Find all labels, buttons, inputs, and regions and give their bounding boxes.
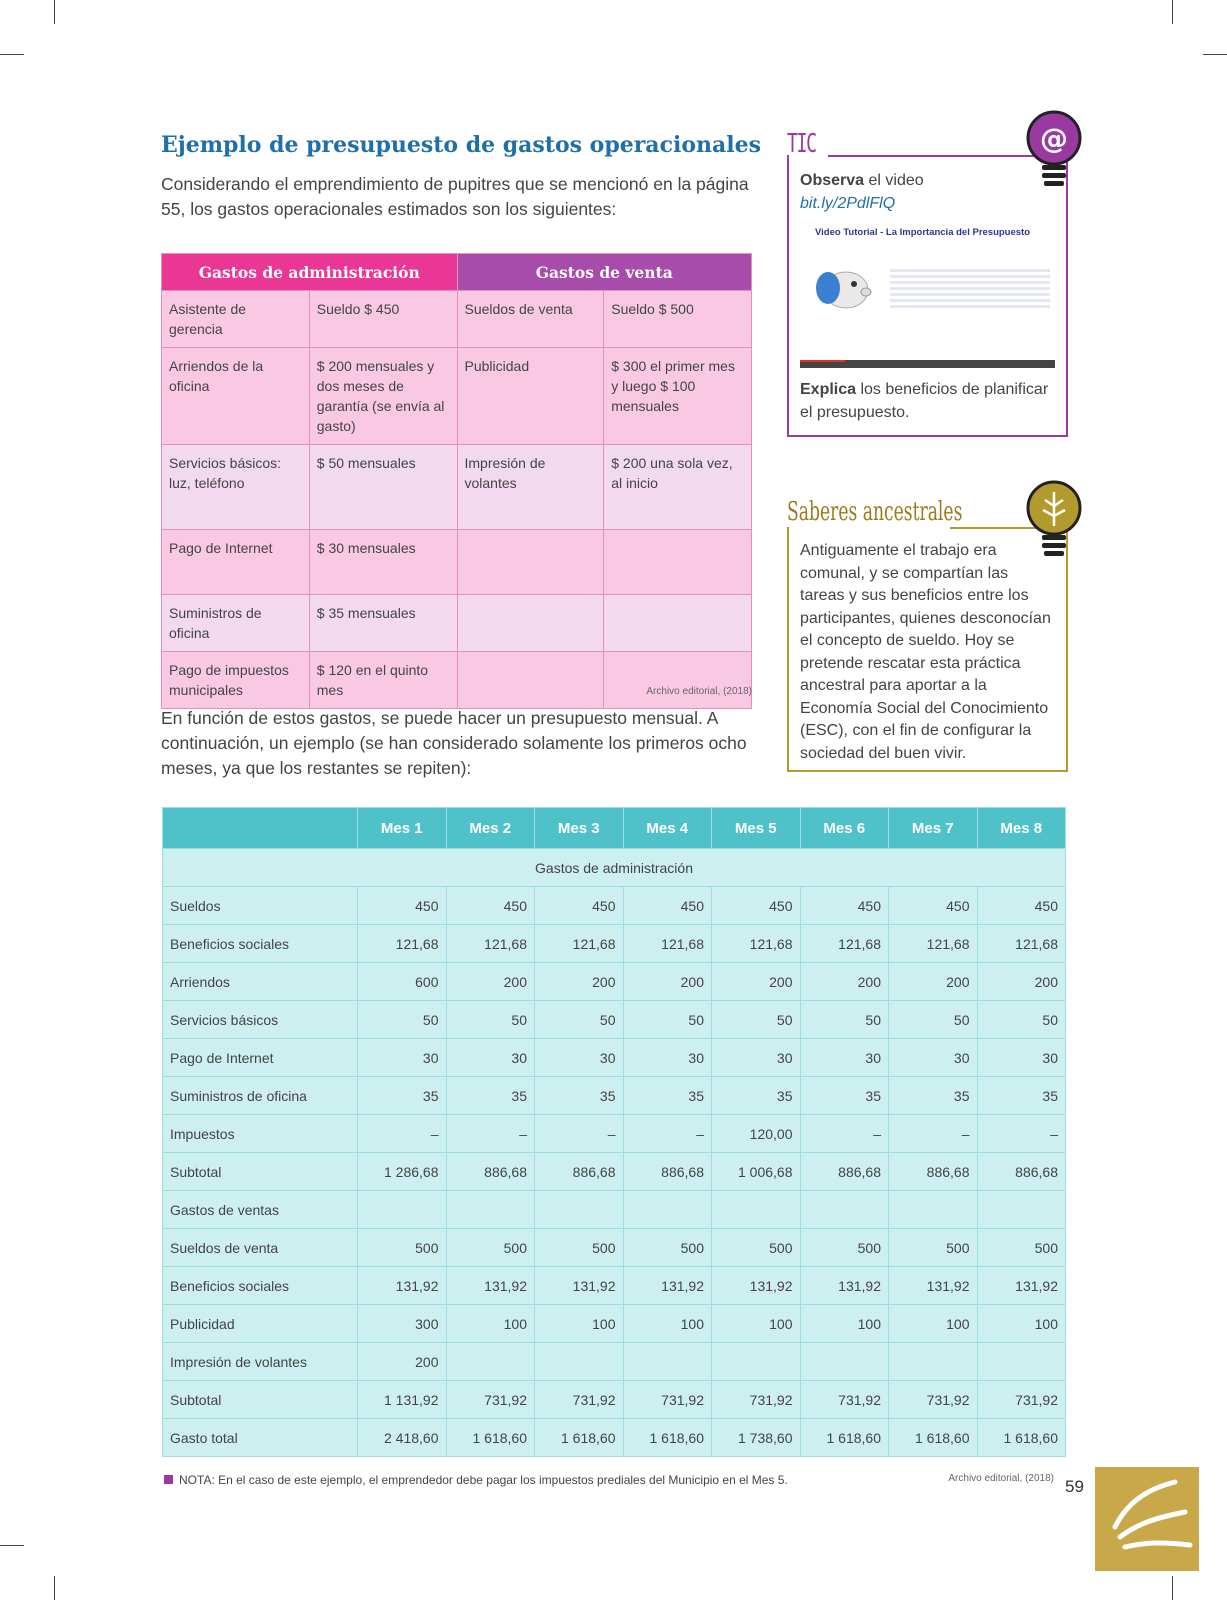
- table-cell: $ 200 una sola vez, al inicio: [604, 445, 752, 530]
- table-cell: 35: [889, 1077, 978, 1115]
- table-cell: –: [446, 1115, 535, 1153]
- video-progress-bar[interactable]: [800, 360, 1055, 368]
- table-row: [163, 1419, 1066, 1457]
- section-header: Gastos de administración: [163, 849, 1066, 887]
- header-month: Mes 8: [977, 808, 1066, 849]
- table-cell: 131,92: [977, 1267, 1066, 1305]
- table-cell: 886,68: [800, 1153, 889, 1191]
- table-cell: Pago de impuestos municipales: [162, 652, 310, 709]
- table-cell: 600: [358, 963, 447, 1001]
- table-cell: 731,92: [800, 1381, 889, 1419]
- table-cell: [604, 530, 752, 595]
- table-cell: 450: [535, 887, 624, 925]
- table-cell: [623, 1343, 712, 1381]
- table-cell: 500: [977, 1229, 1066, 1267]
- table-cell: [457, 652, 604, 709]
- table-cell: 30: [712, 1039, 801, 1077]
- table-cell: 500: [712, 1229, 801, 1267]
- table-cell: 886,68: [623, 1153, 712, 1191]
- table-cell: 50: [800, 1001, 889, 1039]
- table-cell: Sueldo $ 450: [309, 291, 457, 348]
- table-cell: 1 131,92: [358, 1381, 447, 1419]
- header-empty: [163, 808, 358, 849]
- tic-observe: [800, 172, 924, 190]
- table-cell: 200: [446, 963, 535, 1001]
- table-cell: 100: [800, 1305, 889, 1343]
- table-row: [163, 887, 1066, 925]
- video-slide-text: [890, 269, 1050, 311]
- table-cell: 200: [889, 963, 978, 1001]
- table-cell: 450: [623, 887, 712, 925]
- row-label: Gastos de ventas: [163, 1191, 358, 1229]
- intro-paragraph: Considerando el emprendimiento de pupitres que se mencionó en la página 55, los gastos operacionales estimados son los siguientes:: [161, 174, 749, 219]
- table-cell: 131,92: [623, 1267, 712, 1305]
- table-cell: 100: [535, 1305, 624, 1343]
- row-label: Subtotal: [163, 1153, 358, 1191]
- table-cell: $ 50 mensuales: [309, 445, 457, 530]
- table-cell: 200: [800, 963, 889, 1001]
- table-cell: 121,68: [712, 925, 801, 963]
- table-cell: 1 618,60: [800, 1419, 889, 1457]
- table-cell: 1 618,60: [977, 1419, 1066, 1457]
- table-cell: [604, 652, 752, 709]
- table-cell: $ 35 mensuales: [309, 595, 457, 652]
- table-cell: Suministros de oficina: [162, 595, 310, 652]
- table-cell: 200: [358, 1343, 447, 1381]
- table-cell: [712, 1343, 801, 1381]
- source-caption: Archivo editorial, (2018): [948, 1473, 1054, 1484]
- table-cell: 1 618,60: [446, 1419, 535, 1457]
- table-cell: 200: [535, 963, 624, 1001]
- table-cell: 100: [977, 1305, 1066, 1343]
- table-cell: 35: [623, 1077, 712, 1115]
- video-title: Video Tutorial - La Importancia del Presupuesto: [815, 227, 1031, 238]
- table-cell: 731,92: [535, 1381, 624, 1419]
- at-sign-bulb-icon: [1025, 110, 1083, 196]
- table-cell: 50: [446, 1001, 535, 1039]
- table-cell: [457, 595, 604, 652]
- table-cell: 50: [535, 1001, 624, 1039]
- table-cell: 200: [623, 963, 712, 1001]
- table-cell: 30: [358, 1039, 447, 1077]
- table-cell: Publicidad: [457, 348, 604, 445]
- table-cell: 120,00: [712, 1115, 801, 1153]
- header-month: Mes 5: [712, 808, 801, 849]
- row-label: Beneficios sociales: [163, 1267, 358, 1305]
- table-cell: 131,92: [358, 1267, 447, 1305]
- table-cell: [800, 1191, 889, 1229]
- table-cell: 121,68: [535, 925, 624, 963]
- table-cell: 35: [977, 1077, 1066, 1115]
- table-row: [163, 1191, 1066, 1229]
- table-cell: 131,92: [800, 1267, 889, 1305]
- table-cell: 35: [800, 1077, 889, 1115]
- note: [164, 1473, 788, 1487]
- table-row: [163, 1001, 1066, 1039]
- table-cell: 30: [800, 1039, 889, 1077]
- table-cell: 300: [358, 1305, 447, 1343]
- table-cell: 1 618,60: [889, 1419, 978, 1457]
- table-cell: [535, 1191, 624, 1229]
- note-text: NOTA: En el caso de este ejemplo, el emprendedor debe pagar los impuestos prediales del Municipio en el Mes 5.: [179, 1473, 788, 1487]
- table-cell: 500: [446, 1229, 535, 1267]
- table-cell: 50: [889, 1001, 978, 1039]
- table-cell: –: [889, 1115, 978, 1153]
- table-cell: 450: [712, 887, 801, 925]
- table-cell: 450: [800, 887, 889, 925]
- table-cell: 30: [623, 1039, 712, 1077]
- table-cell: 500: [535, 1229, 624, 1267]
- row-label: Sueldos: [163, 887, 358, 925]
- table-cell: 1 006,68: [712, 1153, 801, 1191]
- table-cell: 500: [358, 1229, 447, 1267]
- row-label: Impuestos: [163, 1115, 358, 1153]
- table-cell: 1 618,60: [623, 1419, 712, 1457]
- table-cell: 100: [623, 1305, 712, 1343]
- table-cell: [712, 1191, 801, 1229]
- table-cell: $ 200 mensuales y dos meses de garantía (se envía al gasto): [309, 348, 457, 445]
- table-cell: 450: [977, 887, 1066, 925]
- table-row: [163, 1115, 1066, 1153]
- table-cell: 35: [535, 1077, 624, 1115]
- table-cell: [457, 530, 604, 595]
- corner-decoration: [1095, 1467, 1199, 1571]
- table-cell: –: [358, 1115, 447, 1153]
- table-cell: 121,68: [358, 925, 447, 963]
- video-thumbnail[interactable]: [800, 225, 1055, 370]
- table-row: [163, 1381, 1066, 1419]
- table-cell: 50: [623, 1001, 712, 1039]
- table-cell: 121,68: [889, 925, 978, 963]
- table-cell: [800, 1343, 889, 1381]
- tree-bulb-icon: [1025, 480, 1083, 566]
- table-cell: 450: [446, 887, 535, 925]
- table-cell: 731,92: [889, 1381, 978, 1419]
- table-cell: Pago de Internet: [162, 530, 310, 595]
- table-cell: 100: [889, 1305, 978, 1343]
- row-label: Pago de Internet: [163, 1039, 358, 1077]
- table-cell: Impresión de volantes: [457, 445, 604, 530]
- monthly-budget-table: [162, 807, 1066, 1457]
- table-cell: 1 738,60: [712, 1419, 801, 1457]
- table-cell: 131,92: [535, 1267, 624, 1305]
- table-cell: [604, 595, 752, 652]
- table-cell: 2 418,60: [358, 1419, 447, 1457]
- table-cell: [889, 1343, 978, 1381]
- table-cell: 131,92: [446, 1267, 535, 1305]
- svg-text:@: @: [1040, 122, 1068, 155]
- table-cell: 500: [889, 1229, 978, 1267]
- table-cell: 500: [800, 1229, 889, 1267]
- tic-rule: [828, 155, 1036, 157]
- table-cell: 731,92: [712, 1381, 801, 1419]
- table-cell: 131,92: [889, 1267, 978, 1305]
- video-link[interactable]: bit.ly/2PdlFlQ: [800, 195, 896, 212]
- row-label: Gasto total: [163, 1419, 358, 1457]
- table-cell: 131,92: [712, 1267, 801, 1305]
- table-cell: 450: [889, 887, 978, 925]
- saberes-title: Saberes ancestrales: [787, 497, 963, 527]
- explain-bold: Explica: [800, 381, 857, 398]
- explain-rest: los beneficios de planificar el presupuesto.: [800, 381, 1049, 421]
- table-cell: 30: [535, 1039, 624, 1077]
- table-cell: 121,68: [623, 925, 712, 963]
- crop-mark: [1172, 0, 1173, 24]
- table-cell: [535, 1343, 624, 1381]
- page-number: 59: [1065, 1477, 1084, 1496]
- table-cell: 35: [712, 1077, 801, 1115]
- table-cell: [358, 1191, 447, 1229]
- table-cell: 200: [712, 963, 801, 1001]
- table-cell: –: [977, 1115, 1066, 1153]
- table-cell: [446, 1343, 535, 1381]
- crop-mark: [54, 0, 55, 24]
- header-sales-expenses: Gastos de venta: [457, 254, 752, 291]
- table-cell: 886,68: [889, 1153, 978, 1191]
- crop-mark: [1203, 54, 1227, 55]
- table-cell: [446, 1191, 535, 1229]
- table-cell: 35: [446, 1077, 535, 1115]
- table-cell: [623, 1191, 712, 1229]
- table-cell: $ 120 en el quinto mes: [309, 652, 457, 709]
- table-cell: 450: [358, 887, 447, 925]
- table-cell: 30: [977, 1039, 1066, 1077]
- header-month: Mes 2: [446, 808, 535, 849]
- row-label: Sueldos de venta: [163, 1229, 358, 1267]
- table-cell: 200: [977, 963, 1066, 1001]
- table-row: [163, 1077, 1066, 1115]
- table-cell: 121,68: [446, 925, 535, 963]
- row-label: Beneficios sociales: [163, 925, 358, 963]
- saberes-rule: [950, 527, 1036, 529]
- table-row: [163, 1039, 1066, 1077]
- observe-bold: Observa: [800, 172, 865, 189]
- table-cell: –: [535, 1115, 624, 1153]
- row-label: Publicidad: [163, 1305, 358, 1343]
- table-cell: [977, 1191, 1066, 1229]
- table-row: [163, 1267, 1066, 1305]
- table-cell: 886,68: [446, 1153, 535, 1191]
- row-label: Subtotal: [163, 1381, 358, 1419]
- header-admin-expenses: Gastos de administración: [162, 254, 458, 291]
- table-cell: 500: [623, 1229, 712, 1267]
- table-cell: 731,92: [446, 1381, 535, 1419]
- crop-mark: [1172, 1576, 1173, 1600]
- header-month: Mes 3: [535, 808, 624, 849]
- observe-rest: el video: [864, 172, 924, 189]
- page-title: Ejemplo de presupuesto de gastos operacionales: [161, 132, 761, 158]
- piggy-bank-icon: [812, 260, 874, 315]
- header-month: Mes 1: [358, 808, 447, 849]
- table-row: [163, 1153, 1066, 1191]
- table-cell: $ 30 mensuales: [309, 530, 457, 595]
- crop-mark: [0, 54, 24, 55]
- table-cell: 50: [977, 1001, 1066, 1039]
- table-row: [163, 1305, 1066, 1343]
- table-cell: 886,68: [535, 1153, 624, 1191]
- row-label: Servicios básicos: [163, 1001, 358, 1039]
- table-cell: 35: [358, 1077, 447, 1115]
- table-cell: 731,92: [623, 1381, 712, 1419]
- table-cell: 1 286,68: [358, 1153, 447, 1191]
- table-cell: Asistente de gerencia: [162, 291, 310, 348]
- table-row: [163, 1229, 1066, 1267]
- row-label: Suministros de oficina: [163, 1077, 358, 1115]
- table-cell: –: [623, 1115, 712, 1153]
- table-cell: Arriendos de la oficina: [162, 348, 310, 445]
- header-month: Mes 4: [623, 808, 712, 849]
- table-cell: 50: [712, 1001, 801, 1039]
- table-cell: 50: [358, 1001, 447, 1039]
- tic-title: TIC: [787, 129, 816, 159]
- crop-mark: [54, 1576, 55, 1600]
- source-caption: Archivo editorial, (2018): [646, 686, 752, 697]
- table-cell: 121,68: [977, 925, 1066, 963]
- table-cell: 886,68: [977, 1153, 1066, 1191]
- table-cell: 30: [889, 1039, 978, 1077]
- table-cell: $ 300 el primer mes y luego $ 100 mensuales: [604, 348, 752, 445]
- table-cell: 1 618,60: [535, 1419, 624, 1457]
- table-cell: 731,92: [977, 1381, 1066, 1419]
- table-cell: Servicios básicos: luz, teléfono: [162, 445, 310, 530]
- table-row: [163, 1343, 1066, 1381]
- expense-table: [161, 253, 752, 709]
- table-row: [163, 963, 1066, 1001]
- table-cell: Sueldo $ 500: [604, 291, 752, 348]
- table-cell: Sueldos de venta: [457, 291, 604, 348]
- row-label: Impresión de volantes: [163, 1343, 358, 1381]
- crop-mark: [0, 1545, 24, 1546]
- table-cell: [889, 1191, 978, 1229]
- table-cell: [977, 1343, 1066, 1381]
- header-month: Mes 6: [800, 808, 889, 849]
- tic-explain: [800, 378, 1050, 424]
- second-paragraph: En función de estos gastos, se puede hacer un presupuesto mensual. A continuación, un ejemplo (se han considerado solamente los primeros ocho meses, ya que los restantes se repiten):: [161, 708, 747, 778]
- note-bullet-icon: [164, 1475, 173, 1484]
- table-cell: 30: [446, 1039, 535, 1077]
- table-cell: 100: [446, 1305, 535, 1343]
- table-cell: 100: [712, 1305, 801, 1343]
- table-cell: 121,68: [800, 925, 889, 963]
- row-label: Arriendos: [163, 963, 358, 1001]
- table-row: [163, 925, 1066, 963]
- header-month: Mes 7: [889, 808, 978, 849]
- table-cell: –: [800, 1115, 889, 1153]
- saberes-text: Antiguamente el trabajo era comunal, y se compartían las tareas y sus beneficios entre los participantes, quienes desconocían el concepto de sueldo. Hoy se pretende rescatar esta práctica ancestral para aportar a la Economía Social del Conocimiento (ESC), con el fin de configurar la sociedad del buen vivir.: [800, 542, 1051, 762]
- hand-icon: [1095, 1467, 1199, 1571]
